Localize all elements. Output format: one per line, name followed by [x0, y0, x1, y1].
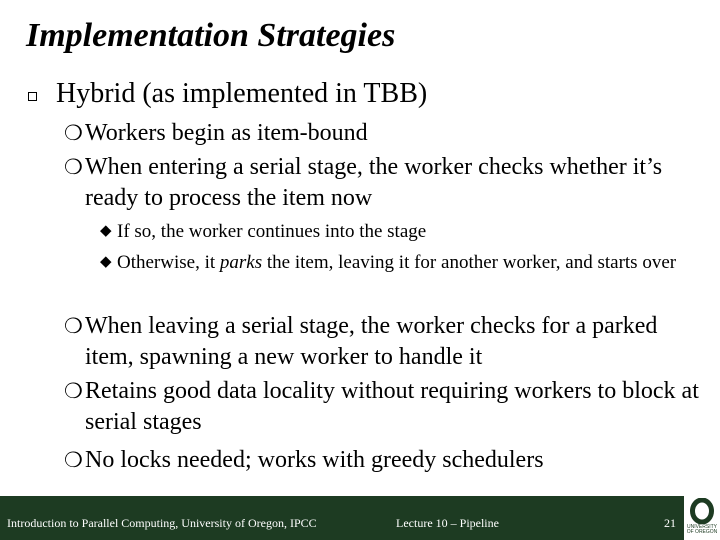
list-item: [64, 118, 664, 149]
list-item: [64, 152, 664, 214]
oregon-o-icon: [690, 498, 714, 524]
list-item: [64, 445, 684, 476]
circle-bullet-icon: ❍: [64, 448, 83, 472]
diamond-bullet-icon: ◆: [100, 254, 112, 270]
footer-bar: [0, 496, 720, 540]
sub-list-item: [100, 219, 680, 244]
page-number: 21: [664, 516, 676, 530]
checkbox-bullet-icon: [28, 92, 37, 101]
slide-title: Implementation Strategies: [26, 17, 396, 54]
list-item-text: When entering a serial stage, the worker checks whether it’s ready to process the item now: [85, 154, 663, 211]
list-item: [64, 376, 712, 438]
sub-list-item-text: Otherwise, it parks the item, leaving it for another worker, and starts over: [117, 252, 677, 273]
university-logo: [684, 496, 720, 540]
sub-list-item-text: If so, the worker continues into the stage: [117, 221, 427, 242]
circle-bullet-icon: ❍: [64, 314, 83, 338]
diamond-bullet-icon: ◆: [100, 223, 112, 239]
footer-course: Introduction to Parallel Computing, University of Oregon, IPCC: [7, 516, 317, 530]
circle-bullet-icon: ❍: [64, 379, 83, 403]
bullet-main-text: Hybrid (as implemented in TBB): [56, 78, 428, 109]
circle-bullet-icon: ❍: [64, 155, 83, 179]
emphasis-text: parks: [219, 252, 263, 273]
list-item-text: When leaving a serial stage, the worker checks for a parked item, spawning a new worker to handle it: [85, 313, 658, 370]
circle-bullet-icon: ❍: [64, 121, 83, 145]
list-item-text: Workers begin as item-bound: [85, 120, 368, 146]
list-item-text: No locks needed; works with greedy schedulers: [85, 447, 544, 473]
sub-list-item: [100, 250, 700, 275]
logo-text: UNIVERSITY OF OREGON: [686, 524, 718, 535]
list-item-text: Retains good data locality without requiring workers to block at serial stages: [85, 378, 699, 435]
footer-lecture: Lecture 10 – Pipeline: [396, 516, 499, 530]
list-item: [64, 311, 684, 373]
